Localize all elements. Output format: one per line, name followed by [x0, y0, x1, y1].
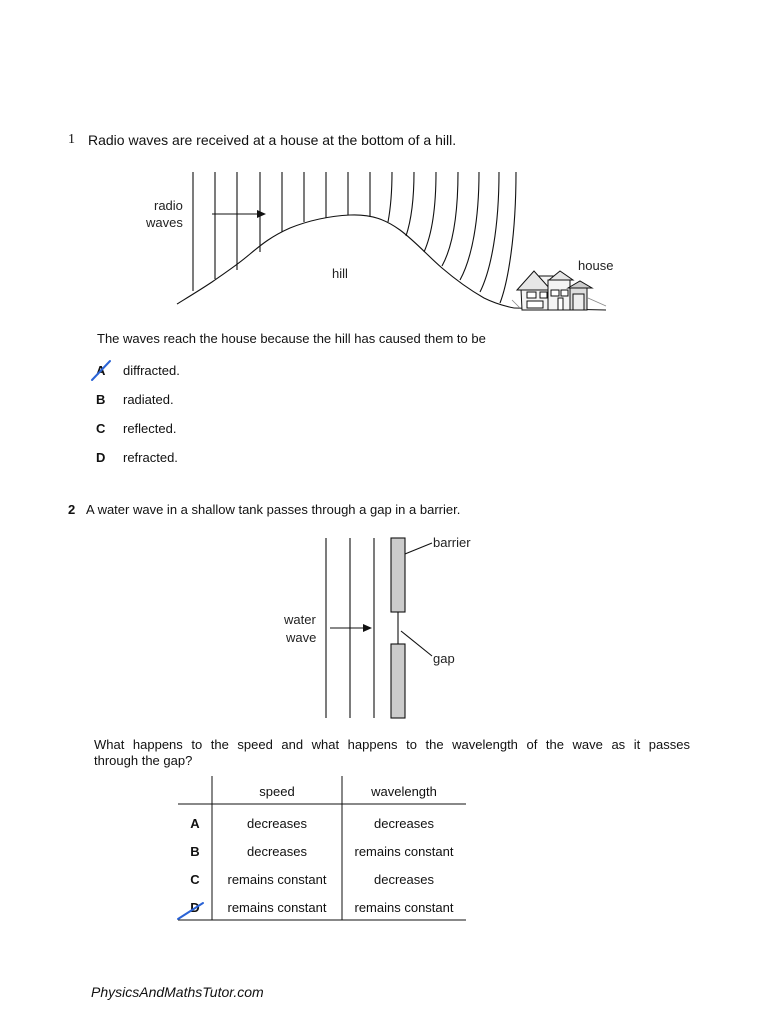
option-letter-d[interactable]: D: [96, 450, 106, 465]
answer-table: [178, 776, 466, 922]
option-text-d[interactable]: refracted.: [123, 450, 178, 465]
label-wave: wave: [286, 630, 317, 645]
option-text-c[interactable]: reflected.: [123, 421, 177, 436]
row-d-wavelength: remains constant: [354, 900, 454, 915]
row-a-speed: decreases: [247, 816, 307, 831]
barrier-upper: [391, 538, 405, 612]
label-hill: hill: [332, 266, 348, 281]
row-a-wavelength: decreases: [374, 816, 434, 831]
label-radio: radio: [154, 198, 183, 213]
label-water: water: [284, 612, 316, 627]
barrier-lower: [391, 644, 405, 718]
question-1-stem: The waves reach the house because the hill has caused them to be: [97, 331, 486, 346]
header-wavelength: wavelength: [371, 784, 437, 799]
option-letter-c[interactable]: C: [96, 421, 106, 436]
label-gap: gap: [433, 651, 455, 666]
label-waves: waves: [146, 215, 183, 230]
question-2-text: A water wave in a shallow tank passes through a gap in a barrier.: [86, 502, 461, 517]
footer-site-name: PhysicsAndMathsTutor.com: [91, 984, 264, 1000]
option-text-a[interactable]: diffracted.: [123, 363, 180, 378]
option-letter-b[interactable]: B: [96, 392, 106, 407]
label-house: house: [578, 258, 614, 273]
option-text-b[interactable]: radiated.: [123, 392, 174, 407]
row-c-wavelength: decreases: [374, 872, 434, 887]
row-d-speed: remains constant: [227, 900, 327, 915]
row-letter-c[interactable]: C: [190, 872, 200, 887]
question-2-stem-line1: What happens to the speed and what happens to the wavelength of the wave as it passes: [94, 737, 690, 752]
question-2-number: 2: [68, 502, 76, 517]
answer-tick-mark: [176, 898, 210, 922]
header-speed: speed: [259, 784, 295, 799]
question-1-text: Radio waves are received at a house at the bottom of a hill.: [88, 132, 457, 148]
question-2-stem-line2: through the gap?: [94, 753, 193, 768]
row-letter-a[interactable]: A: [190, 816, 200, 831]
row-letter-d[interactable]: D: [190, 900, 200, 915]
option-letter-a[interactable]: A: [96, 363, 106, 378]
row-b-speed: decreases: [247, 844, 307, 859]
row-letter-b[interactable]: B: [190, 844, 200, 859]
question-1-number: 1: [68, 132, 75, 147]
row-b-wavelength: remains constant: [354, 844, 454, 859]
row-c-speed: remains constant: [227, 872, 327, 887]
label-barrier: barrier: [433, 535, 471, 550]
